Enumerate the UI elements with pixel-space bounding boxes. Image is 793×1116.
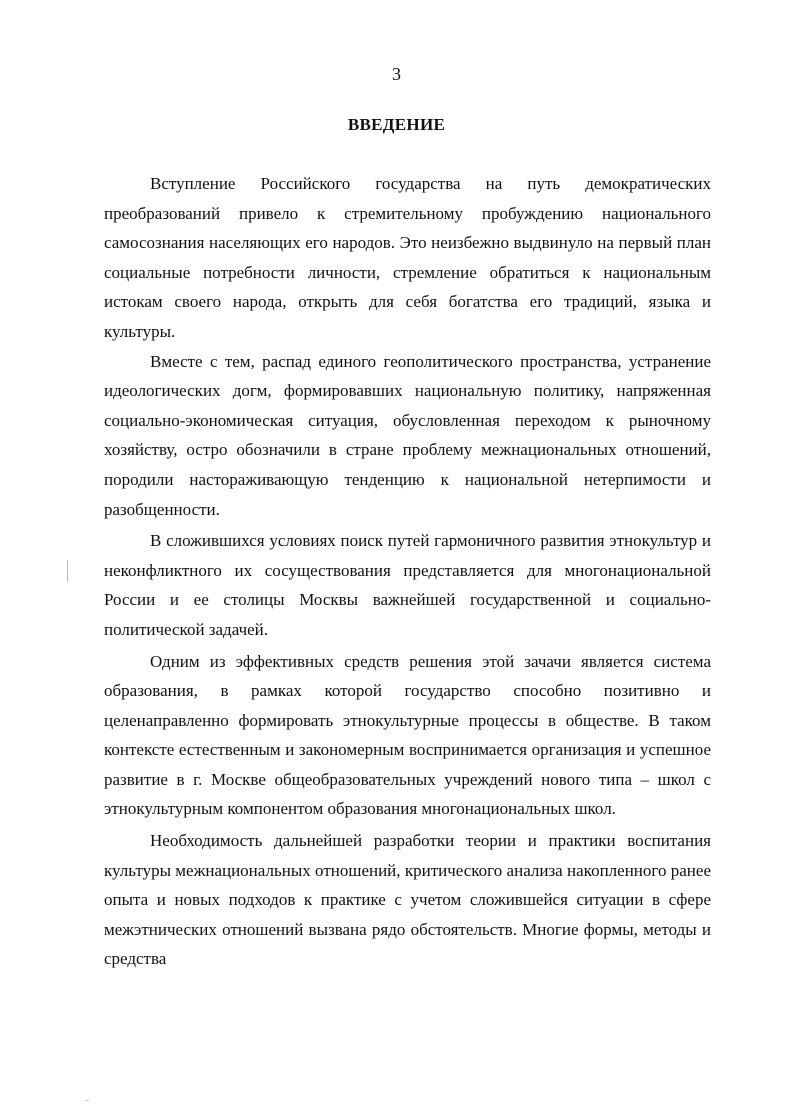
paragraph-2: Вместе с тем, распад единого геополитического пространства, устранение идеологических догм, формировавших национальную политику, напряженная социально-экономическая ситуация, обусловленная переходом к рыночному хозяйству, остро обозначили в стране проблему межнациональных отношений, породили настораживающую тенденцию к национальной нетерпимости и разобщенности.: [104, 351, 711, 519]
page-number: 3: [392, 64, 401, 84]
margin-mark: [67, 560, 68, 582]
paragraph-4: Одним из эффективных средств решения этой зачачи является система образования, в рамках которой государство способно позитивно и целенаправленно формировать этнокультурные процессы в обществе. В таком контексте естественным и закономерным воспринимается организация и успешное развитие в г. Москве общеобразовательных учреждений нового типа – школ с этнокультурным компонентом образования многонациональных школ.: [104, 651, 711, 819]
paragraph-3: В сложившихся условиях поиск путей гармоничного развития этнокультур и неконфликтного их сосуществования представляется для многонациональной России и ее столицы Москвы важнейшей государственной и социально-политической задачей.: [104, 531, 711, 639]
page-title: ВВЕДЕНИЕ: [347, 115, 446, 134]
paragraph-1: Вступление Российского государства на путь демократических преобразований привело к стремительному пробуждению национального самосознания населяющих его народов. Это неизбежно выдвинуло на первый план социальные потребности личности, стремление обратиться к национальным истокам своего народа, открыть для себя богатства его традиций, языка и культуры.: [104, 174, 711, 341]
scan-artifact: [86, 1100, 89, 1101]
paragraph-5: Необходимость дальнейшей разработки теории и практики воспитания культуры межнациональных отношений, критического анализа накопленного ранее опыта и новых подходов к практике с учетом сложившейся ситуации в сфере межэтнических отношений вызвана рядо обстоятельств. Многие формы, методы и средства: [104, 831, 711, 969]
body-text: [104, 169, 711, 974]
